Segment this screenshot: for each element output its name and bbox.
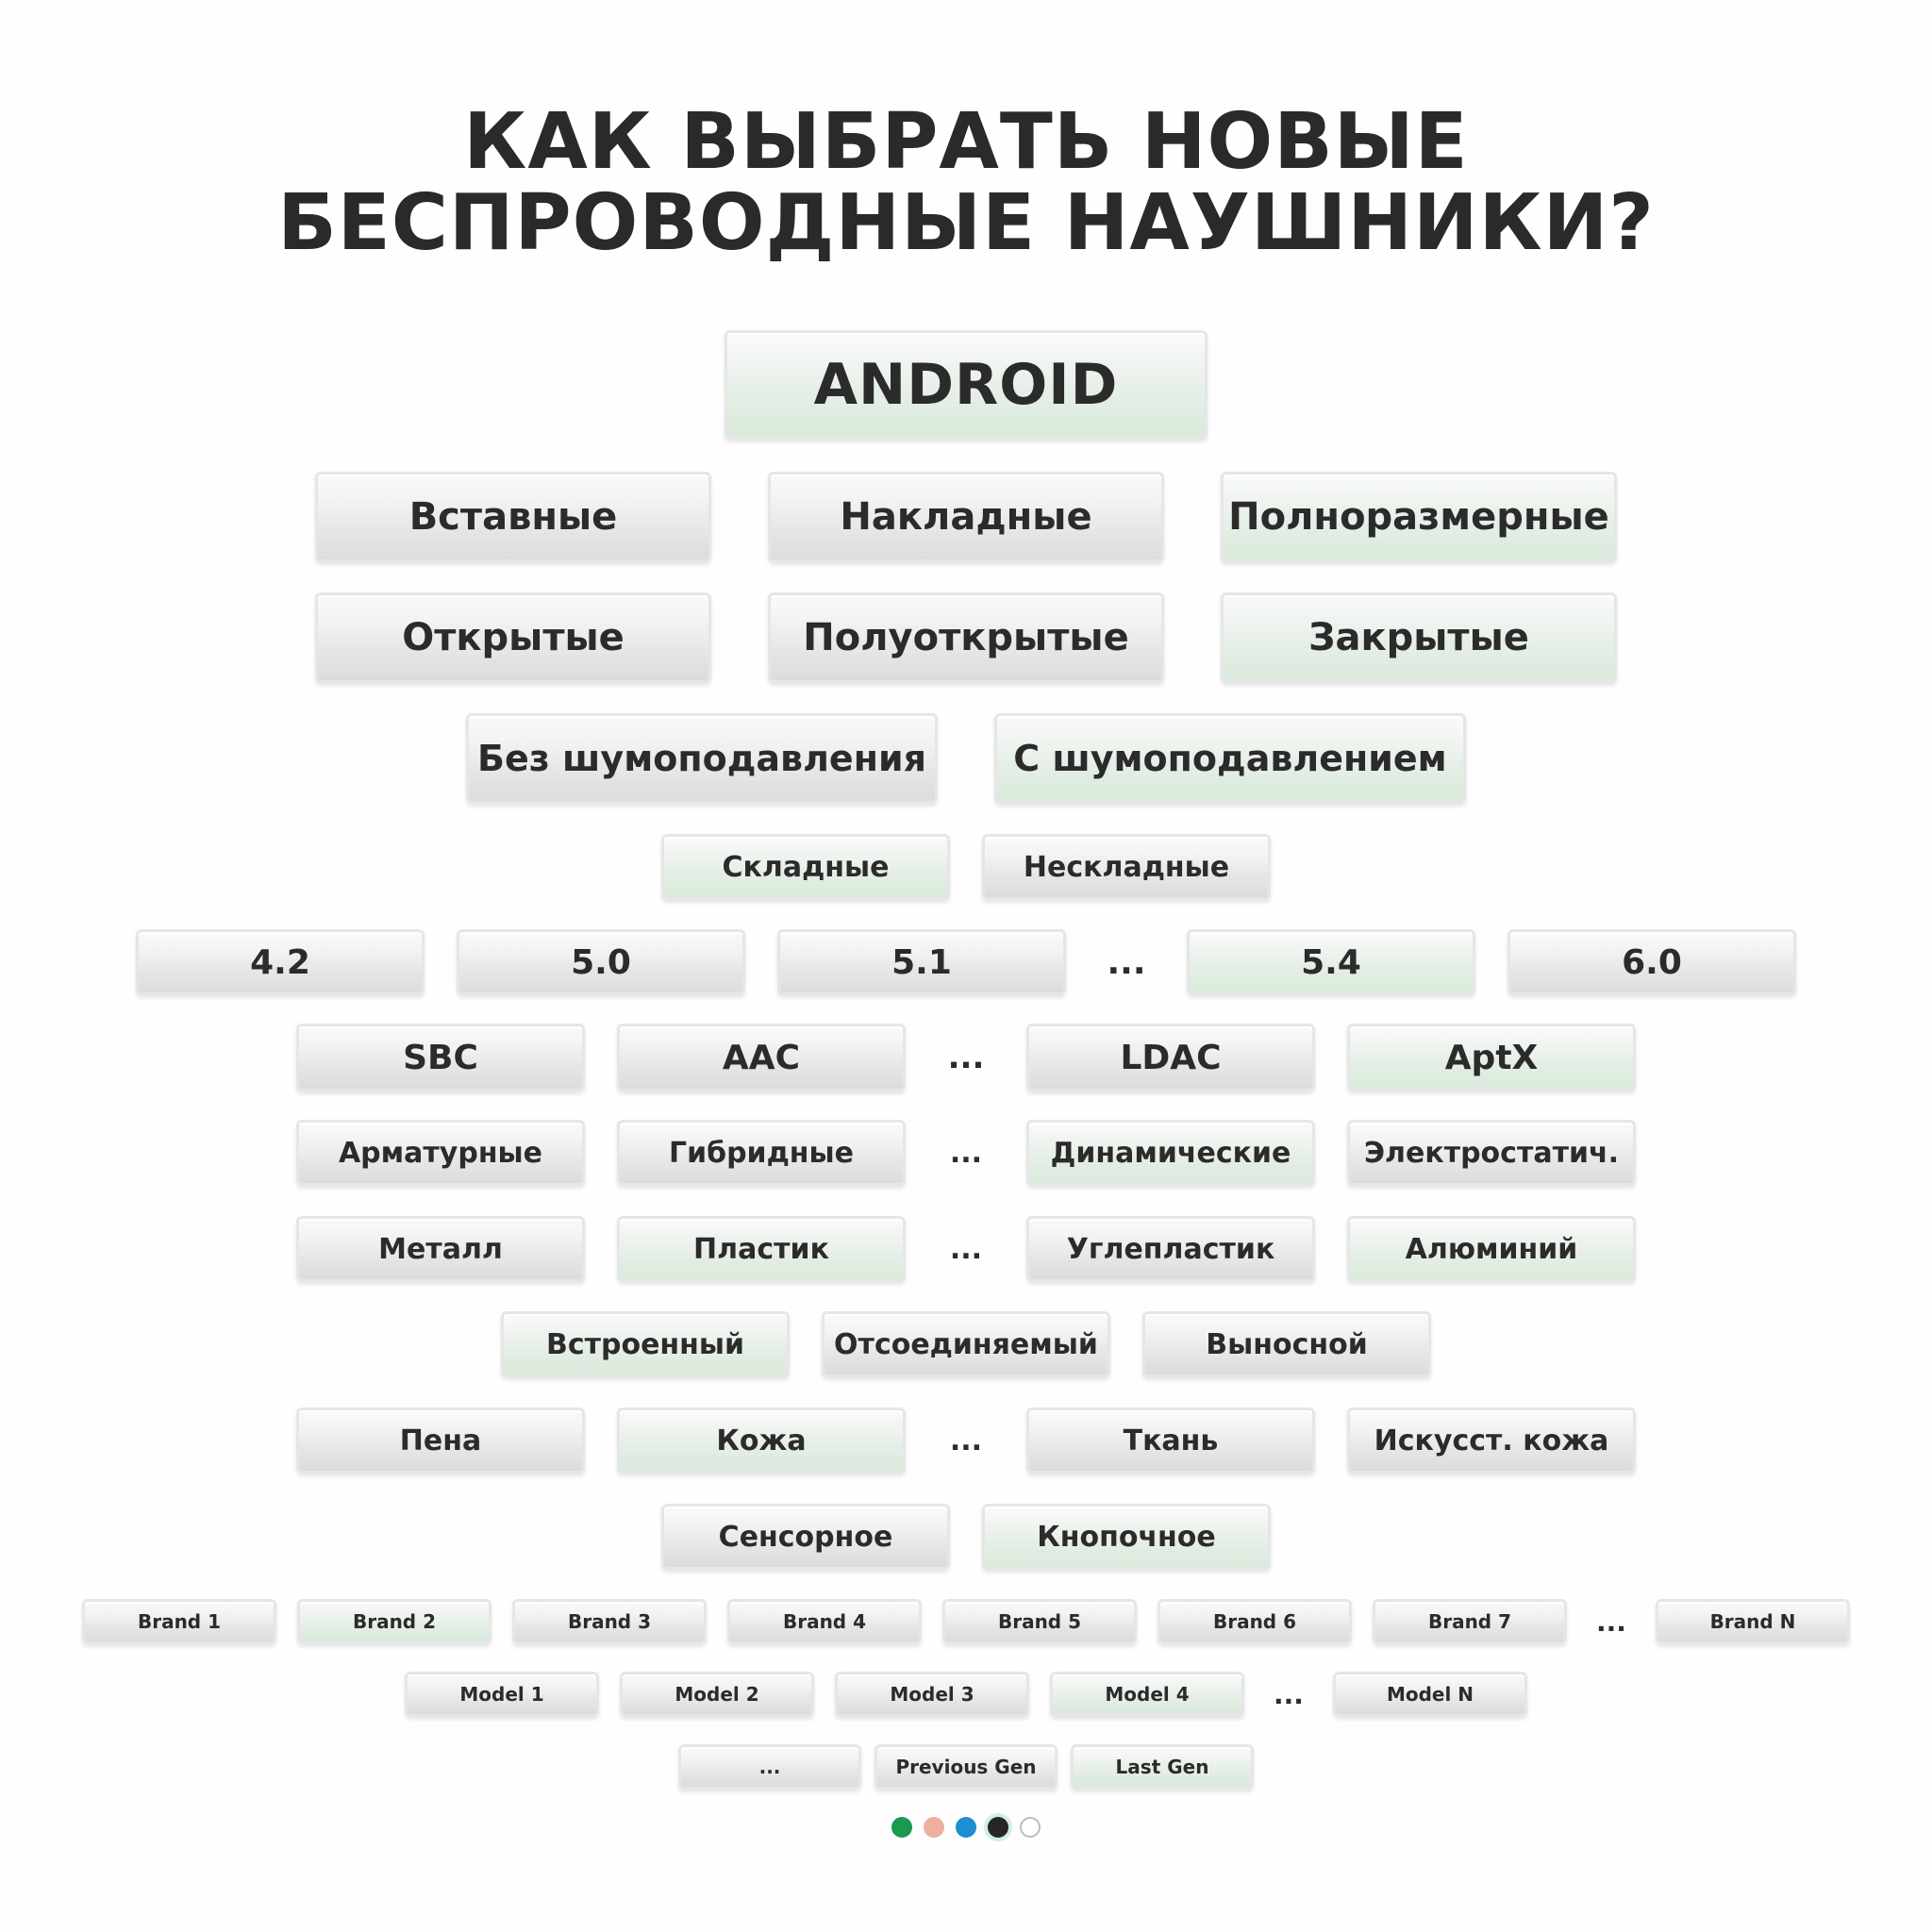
model-button[interactable]: Model 1 — [405, 1672, 599, 1717]
folding-row — [0, 834, 1932, 900]
option-cushion-fabric[interactable]: Ткань — [1026, 1407, 1315, 1474]
last-gen-button[interactable]: Last Gen — [1071, 1744, 1254, 1790]
title-line-1: КАК ВЫБРАТЬ НОВЫЕ — [463, 97, 1469, 187]
option-mic-built-in[interactable]: Встроенный — [501, 1311, 790, 1377]
brand-button[interactable]: Brand 5 — [942, 1599, 1137, 1644]
option-bt-5-1[interactable]: 5.1 — [777, 929, 1066, 995]
option-mic-detachable[interactable]: Отсоединяемый — [822, 1311, 1110, 1377]
ellipsis: ... — [1107, 942, 1146, 982]
material-row — [0, 1216, 1932, 1282]
platform-android-button[interactable]: ANDROID — [724, 330, 1208, 440]
option-driver-dynamic[interactable]: Динамические — [1026, 1120, 1315, 1186]
title-line-2: БЕСПРОВОДНЫЕ НАУШНИКИ? — [277, 178, 1655, 268]
brand-button[interactable]: Brand N — [1656, 1599, 1850, 1644]
option-material-plastic[interactable]: Пластик — [617, 1216, 906, 1282]
acoustic-row — [0, 592, 1932, 683]
option-control-buttons[interactable]: Кнопочное — [982, 1504, 1271, 1570]
noise-row — [0, 713, 1932, 804]
option-on-ear[interactable]: Накладные — [768, 472, 1164, 562]
option-codec-aptx[interactable]: AptX — [1347, 1024, 1636, 1091]
page-title — [0, 97, 1932, 268]
ellipsis: ... — [949, 1232, 983, 1266]
brand-button[interactable]: Brand 1 — [82, 1599, 276, 1644]
brand-button[interactable]: Brand 3 — [512, 1599, 707, 1644]
cushion-row — [0, 1407, 1932, 1474]
option-in-ear[interactable]: Вставные — [315, 472, 711, 562]
ellipsis: ... — [1596, 1606, 1626, 1638]
model-button[interactable]: Model N — [1333, 1672, 1527, 1717]
option-open[interactable]: Открытые — [315, 592, 711, 683]
brand-button[interactable]: Brand 2 — [297, 1599, 491, 1644]
option-driver-hybrid[interactable]: Гибридные — [617, 1120, 906, 1186]
pagination-dot[interactable] — [956, 1817, 976, 1838]
option-bt-4-2[interactable]: 4.2 — [136, 929, 425, 995]
option-codec-aac[interactable]: AAC — [617, 1024, 906, 1091]
option-foldable[interactable]: Складные — [661, 834, 950, 900]
ellipsis: ... — [949, 1136, 983, 1170]
option-control-touch[interactable]: Сенсорное — [661, 1504, 950, 1570]
brand-button[interactable]: Brand 4 — [727, 1599, 922, 1644]
option-cushion-faux-leather[interactable]: Искусст. кожа — [1347, 1407, 1636, 1474]
ellipsis: ... — [947, 1039, 985, 1076]
brand-button[interactable]: Brand 6 — [1158, 1599, 1352, 1644]
option-mic-boom[interactable]: Выносной — [1142, 1311, 1431, 1377]
model-button[interactable]: Model 4 — [1050, 1672, 1244, 1717]
option-closed[interactable]: Закрытые — [1221, 592, 1617, 683]
previous-gen-button[interactable]: Previous Gen — [874, 1744, 1058, 1790]
option-semi-open[interactable]: Полуоткрытые — [768, 592, 1164, 683]
microphone-row — [0, 1311, 1932, 1377]
pagination-dots — [0, 1817, 1932, 1838]
brand-row — [0, 1599, 1932, 1644]
option-bt-5-4[interactable]: 5.4 — [1187, 929, 1475, 995]
option-no-anc[interactable]: Без шумоподавления — [466, 713, 938, 804]
pagination-dot[interactable] — [924, 1817, 944, 1838]
ellipsis: ... — [949, 1424, 983, 1457]
option-over-ear[interactable]: Полноразмерные — [1221, 472, 1617, 562]
model-row — [0, 1672, 1932, 1717]
option-material-aluminium[interactable]: Алюминий — [1347, 1216, 1636, 1282]
pagination-dot[interactable] — [1020, 1817, 1041, 1838]
codec-row — [0, 1024, 1932, 1091]
model-button[interactable]: Model 3 — [835, 1672, 1029, 1717]
driver-row — [0, 1120, 1932, 1186]
option-driver-armature[interactable]: Арматурные — [296, 1120, 585, 1186]
option-material-carbon[interactable]: Углепластик — [1026, 1216, 1315, 1282]
control-row — [0, 1504, 1932, 1570]
generation-row — [0, 1744, 1932, 1790]
option-codec-sbc[interactable]: SBC — [296, 1024, 585, 1091]
design-row — [0, 472, 1932, 562]
brand-button[interactable]: Brand 7 — [1373, 1599, 1567, 1644]
pagination-dot[interactable] — [891, 1817, 912, 1838]
generation-more-button[interactable]: ... — [678, 1744, 861, 1790]
option-driver-electrostatic[interactable]: Электростатич. — [1347, 1120, 1636, 1186]
option-bt-6-0[interactable]: 6.0 — [1507, 929, 1796, 995]
option-non-foldable[interactable]: Нескладные — [982, 834, 1271, 900]
option-cushion-leather[interactable]: Кожа — [617, 1407, 906, 1474]
platform-row — [0, 330, 1932, 440]
model-button[interactable]: Model 2 — [620, 1672, 814, 1717]
ellipsis: ... — [1274, 1678, 1304, 1710]
option-anc[interactable]: С шумоподавлением — [994, 713, 1466, 804]
pagination-dot[interactable] — [988, 1817, 1008, 1838]
option-cushion-foam[interactable]: Пена — [296, 1407, 585, 1474]
option-material-metal[interactable]: Металл — [296, 1216, 585, 1282]
bluetooth-row — [0, 929, 1932, 995]
option-codec-ldac[interactable]: LDAC — [1026, 1024, 1315, 1091]
option-bt-5-0[interactable]: 5.0 — [457, 929, 745, 995]
